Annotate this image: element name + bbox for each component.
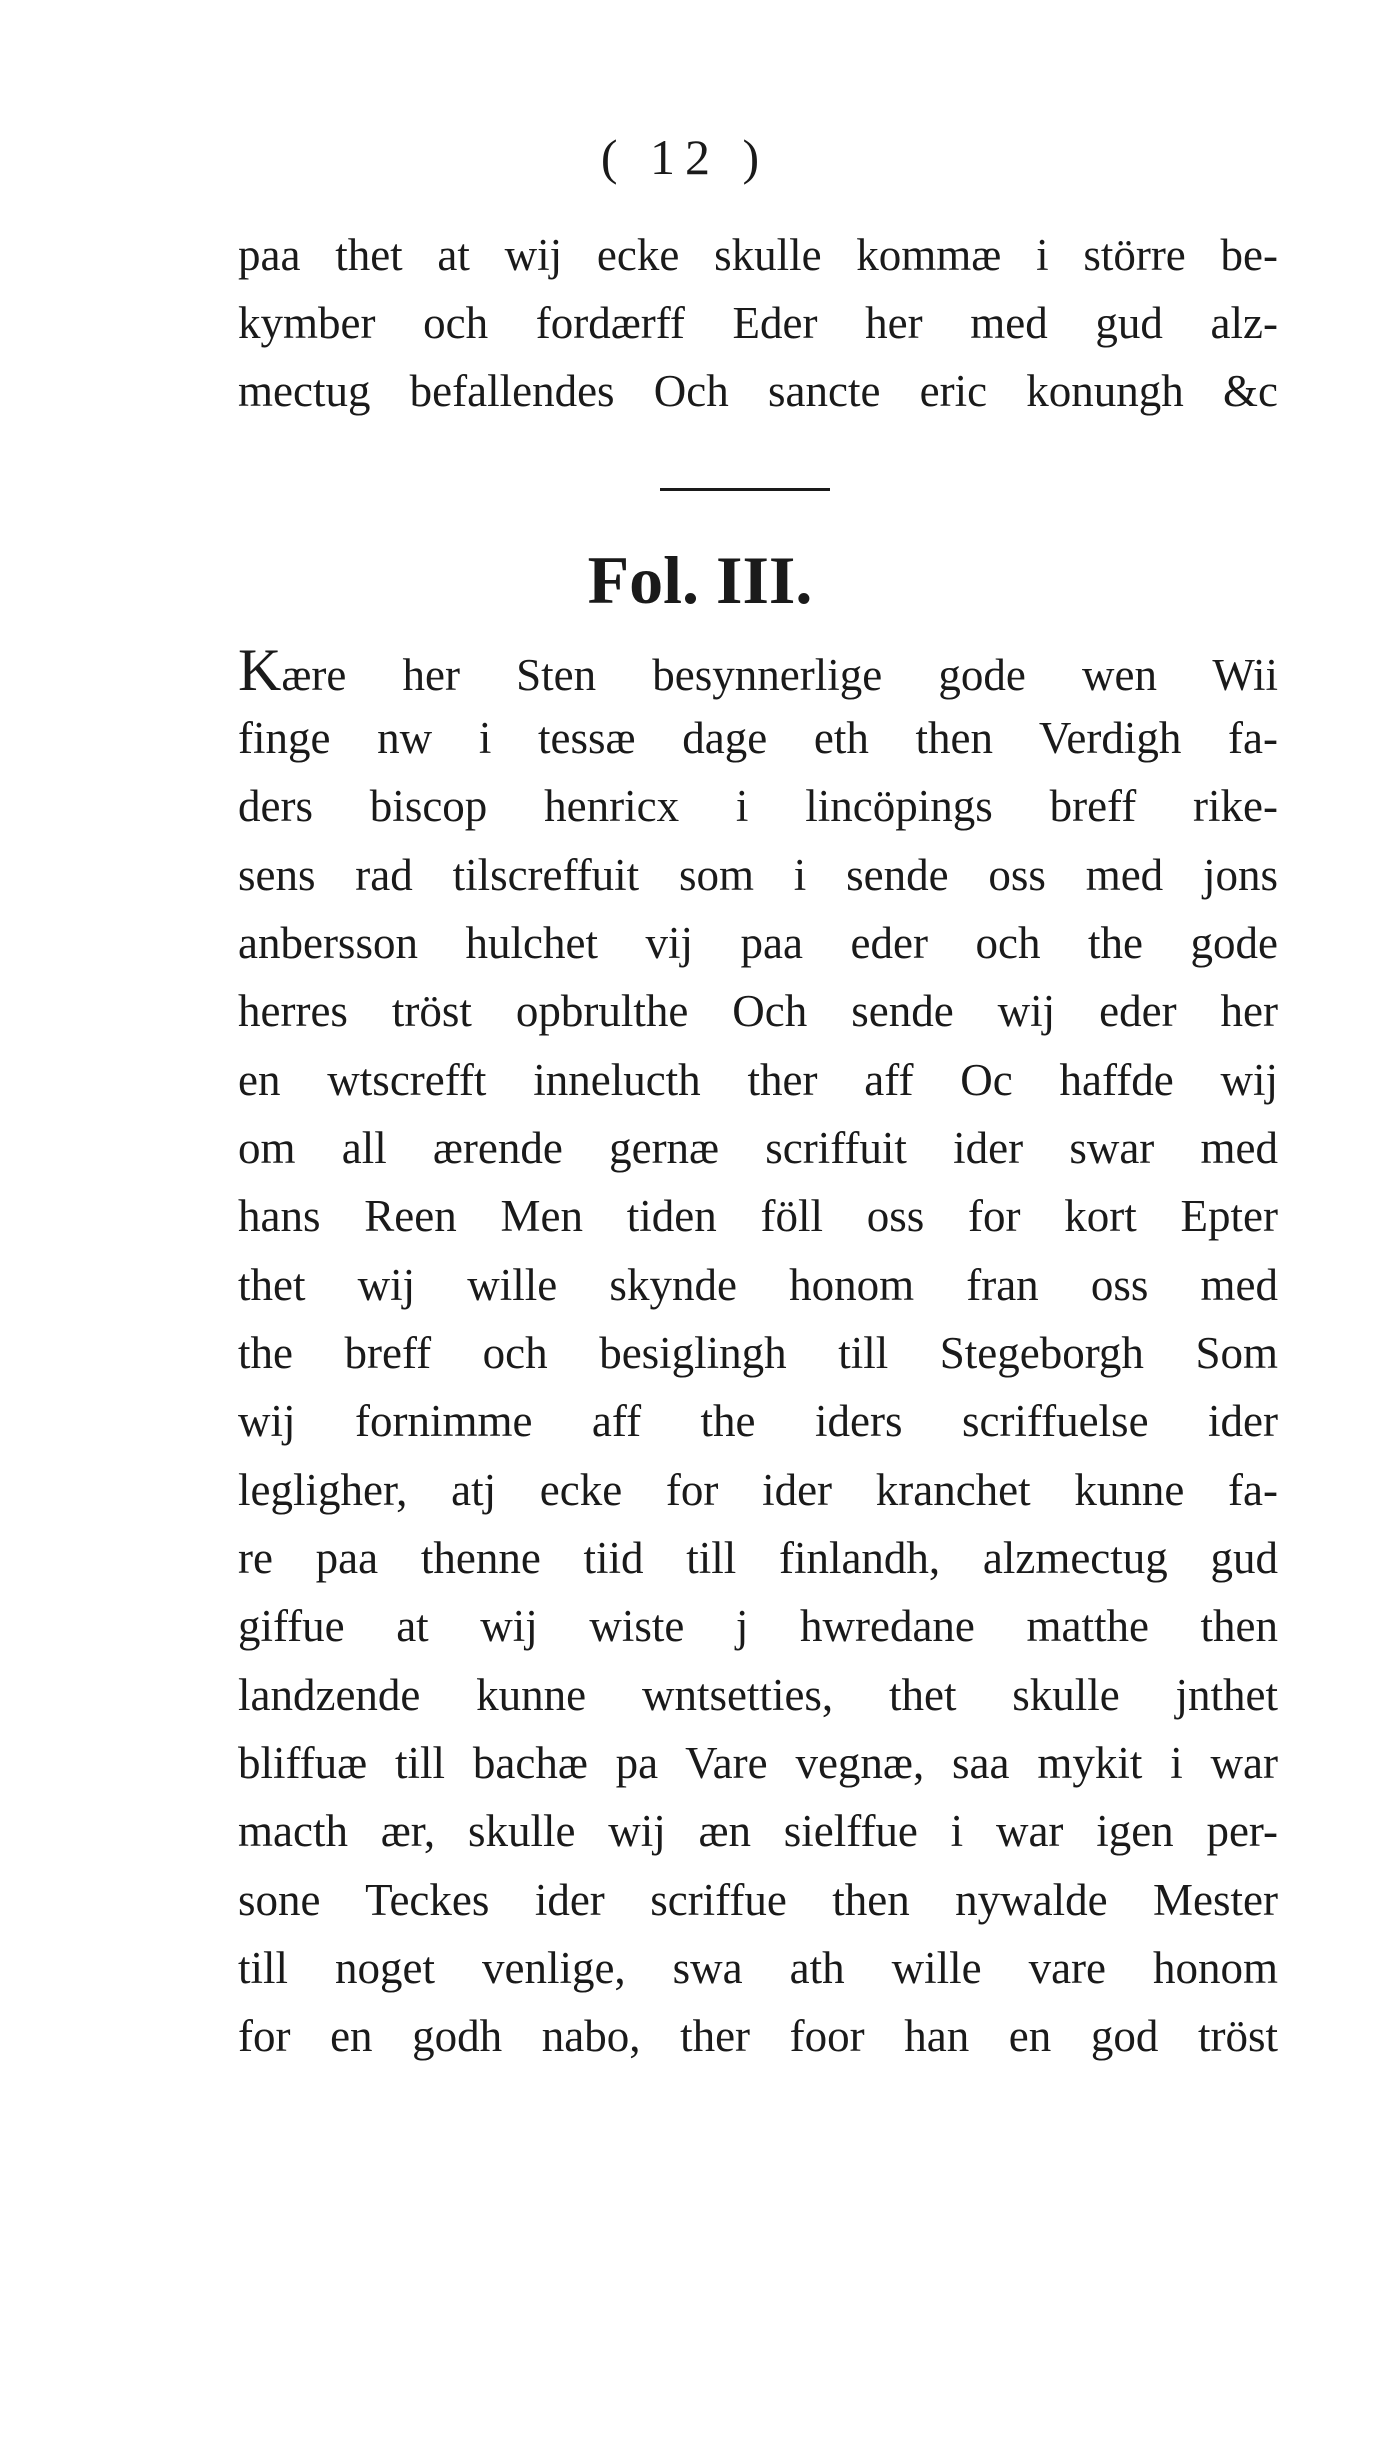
text-line: ders biscop henricx i lincöpings breff rike- [238,781,1278,831]
text-line: om all ærende gernæ scriffuit ider swar med [238,1123,1278,1173]
letter-first-line [238,637,1278,705]
drop-cap: K [238,637,282,703]
text-line: thet wij wille skynde honom fran oss med [238,1260,1278,1310]
text-line: anbersson hulchet vij paa eder och the gode [238,918,1278,968]
text-line: for en godh nabo, ther foor han en god tröst [238,2011,1278,2061]
section-divider [660,488,830,491]
text-line: bliffuæ till bachæ pa Vare vegnæ, saa mykit i war [238,1738,1278,1788]
text-line: mectug befallendes Och sancte eric konungh &c [238,366,1278,416]
text-line: sone Teckes ider scriffue then nywalde Mester [238,1875,1278,1925]
text-line: en wtscrefft innelucth ther aff Oc haffde wij [238,1055,1278,1105]
text-line: hans Reen Men tiden föll oss for kort Epter [238,1191,1278,1241]
text-line: herres tröst opbrulthe Och sende wij eder her [238,986,1278,1036]
text-line: giffue at wij wiste j hwredane matthe then [238,1601,1278,1651]
text-line: till noget venlige, swa ath wille vare honom [238,1943,1278,1993]
text-line: sens rad tilscreffuit som i sende oss med jons [238,850,1278,900]
page-number: ( 12 ) [600,129,770,185]
text-line: kymber och fordærff Eder her med gud alz- [238,298,1278,348]
first-line-text: ære her Sten besynnerlige gode wen Wii [281,650,1278,700]
text-line: the breff och besiglingh till Stegeborgh Som [238,1328,1278,1378]
text-line: landzende kunne wntsetties, thet skulle jnthet [238,1670,1278,1720]
text-line: wij fornimme aff the iders scriffuelse ider [238,1396,1278,1446]
text-line: legligher, atj ecke for ider kranchet kunne fa- [238,1465,1278,1515]
section-heading: Fol. III. [587,542,813,618]
text-line: re paa thenne tiid till finlandh, alzmectug gud [238,1533,1278,1583]
text-line: paa thet at wij ecke skulle kommæ i större be- [238,230,1278,280]
text-line: macth ær, skulle wij æn sielffue i war igen per- [238,1806,1278,1856]
text-line: finge nw i tessæ dage eth then Verdigh fa- [238,713,1278,763]
